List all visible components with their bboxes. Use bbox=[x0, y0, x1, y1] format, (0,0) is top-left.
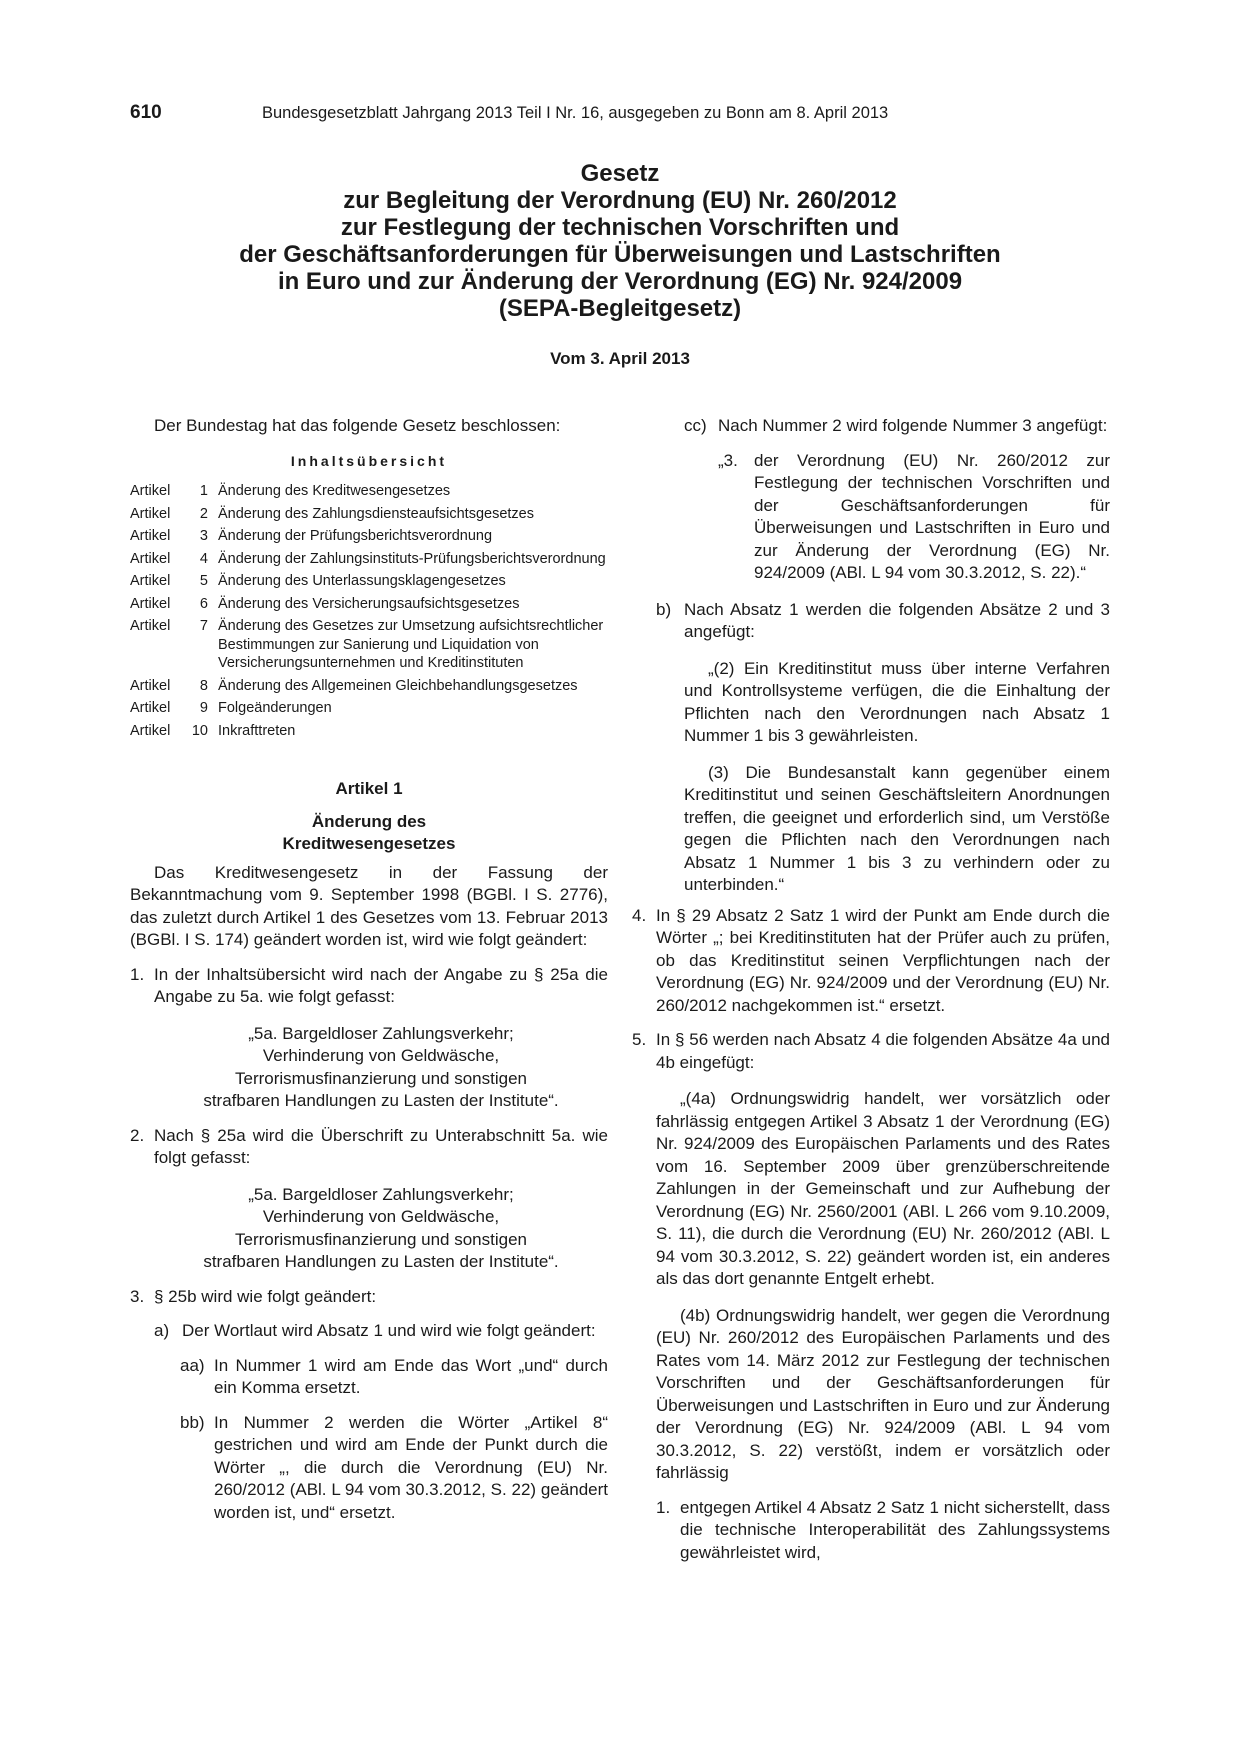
toc-row bbox=[130, 699, 608, 722]
item-text: Der Wortlaut wird Absatz 1 und wird wie folgt geändert: bbox=[182, 1321, 596, 1340]
list-item bbox=[130, 1286, 608, 1309]
list-item bbox=[632, 1029, 1110, 1074]
toc-text: Inkrafttreten bbox=[218, 722, 296, 739]
item-marker: 1. bbox=[656, 1497, 671, 1517]
quoted-text: (4b) Ordnungswidrig handelt, wer gegen die Verordnung (EU) Nr. 260/2012 des Europäischen Parlaments und des Rates vom 14. März 2012 zur Festlegung der technischen Vorschriften und der Geschäftsanforderungen für Überweisungen und Lastschriften in Euro und zur Änderung der Verordnung (EG) Nr. 924/2009 (ABl. L 94 vom 30.3.2012, S. 22) verstößt, indem er vorsätzlich oder fahrlässig bbox=[656, 1305, 1110, 1482]
article-heading: Artikel 1 bbox=[335, 779, 403, 798]
quote-line: Verhinderung von Geldwäsche, bbox=[262, 1046, 500, 1065]
toc-text: Änderung der Zahlungsinstituts-Prüfungsberichtsverordnung bbox=[218, 550, 606, 567]
toc-row bbox=[130, 595, 608, 618]
list-item bbox=[130, 1125, 608, 1170]
list-item bbox=[684, 415, 1110, 438]
list-item bbox=[180, 1355, 608, 1400]
toc-row bbox=[130, 505, 608, 528]
quoted-text: „(2) Ein Kreditinstitut muss über interne Verfahren und Kontrollsysteme verfügen, die die Einhaltung der Pflichten nach den Verordnungen nach Absatz 1 Nummer 1 bis 3 gewährleisten. bbox=[684, 658, 1110, 745]
article-title-line: Änderung des bbox=[311, 811, 427, 831]
quote-line: strafbaren Handlungen zu Lasten der Institute“. bbox=[203, 1252, 559, 1271]
list-item bbox=[632, 905, 1110, 1018]
title-line: in Euro und zur Änderung der Verordnung (EG) Nr. 924/2009 bbox=[277, 268, 963, 295]
right-column bbox=[632, 415, 1110, 1564]
item-text: § 25b wird wie folgt geändert: bbox=[154, 1286, 377, 1306]
item-marker: b) bbox=[656, 599, 672, 619]
quoted-text bbox=[154, 1184, 608, 1274]
quote-text: der Verordnung (EU) Nr. 260/2012 zur Festlegung der technischen Vorschriften und der Geschäftsanforderungen für Überweisungen und Lastschriften in Euro und zur Änderung der Verordnung (EG) Nr. 924/2009 (ABl. L 94 vom 30.3.2012, S. 22).“ bbox=[754, 450, 1110, 582]
toc-number: 7 bbox=[199, 618, 208, 634]
toc-label: Artikel bbox=[130, 700, 171, 716]
item-text: In Nummer 1 wird am Ende das Wort „und“ durch ein Komma ersetzt. bbox=[214, 1355, 608, 1397]
list-item bbox=[130, 964, 608, 1009]
title-line: der Geschäftsanforderungen für Überweisungen und Lastschriften bbox=[239, 241, 1001, 268]
toc-label: Artikel bbox=[130, 483, 171, 499]
article-title bbox=[130, 811, 608, 856]
running-head: Bundesgesetzblatt Jahrgang 2013 Teil I Nr. 16, ausgegeben zu Bonn am 8. April 2013 bbox=[262, 104, 889, 122]
quoted-text bbox=[154, 1023, 608, 1113]
law-date: Vom 3. April 2013 bbox=[550, 349, 690, 368]
item-marker: a) bbox=[154, 1321, 170, 1340]
list-item bbox=[656, 599, 1110, 644]
item-text: In § 29 Absatz 2 Satz 1 wird der Punkt am Ende durch die Wörter „; bei Kreditinstituten hat der Prüfer auch zu prüfen, ob das Kreditinstitut seinen Verpflichtungen nach der Verordnung (EG) Nr. 924/2009 und der Verordnung (EU) Nr. 260/2012 nachgekommen ist.“ ersetzt. bbox=[656, 905, 1110, 1015]
item-text: In Nummer 2 werden die Wörter „Artikel 8“ gestrichen und wird am Ende der Punkt durch die Wörter „, die durch die Verordnung (EU) Nr. 260/2012 (ABl. L 94 vom 30.3.2012, S. 22) geändert worden ist, und“ ersetzt. bbox=[214, 1412, 608, 1522]
toc-row bbox=[130, 550, 608, 573]
toc-label: Artikel bbox=[130, 550, 171, 567]
list-item bbox=[180, 1412, 608, 1525]
toc-text: Änderung des Unterlassungsklagengesetzes bbox=[218, 573, 506, 589]
table-of-contents bbox=[130, 482, 608, 744]
item-marker: bb) bbox=[180, 1412, 205, 1432]
toc-number: 2 bbox=[199, 505, 208, 522]
item-marker: 5. bbox=[632, 1030, 647, 1049]
toc-text: Änderung des Zahlungsdiensteaufsichtsgesetzes bbox=[218, 505, 534, 522]
toc-label: Artikel bbox=[130, 618, 171, 634]
toc-number: 8 bbox=[199, 677, 208, 694]
law-title bbox=[150, 160, 1090, 322]
item-marker: 4. bbox=[632, 905, 647, 925]
toc-row bbox=[130, 527, 608, 550]
quote-line: strafbaren Handlungen zu Lasten der Institute“. bbox=[203, 1091, 559, 1110]
toc-row bbox=[130, 617, 608, 677]
list-item bbox=[656, 1497, 1110, 1565]
toc-heading: Inhaltsübersicht bbox=[290, 452, 448, 469]
quoted-text: „(4a) Ordnungswidrig handelt, wer vorsätzlich oder fahrlässig entgegen Artikel 3 Absatz 1 der Verordnung (EG) Nr. 924/2009 des Europäischen Parlaments und des Rates vom 16. September 2009 über grenzüberschreitende Zahlungen in der Gemeinschaft und zur Aufhebung der Verordnung (EG) Nr. 2560/2001 (ABl. L 266 vom 9.10.2009, S. 11), die durch die Verordnung (EU) Nr. 260/2012 (ABl. L 94 vom 30.3.2012, S. 22) geändert worden ist, ein anderes als das dort genannte Entgelt erhebt. bbox=[656, 1089, 1110, 1288]
left-column bbox=[130, 415, 608, 1524]
toc-number: 3 bbox=[199, 528, 208, 544]
item-text: Nach Nummer 2 wird folgende Nummer 3 angefügt: bbox=[718, 416, 1108, 435]
toc-number: 5 bbox=[199, 573, 208, 589]
toc-label: Artikel bbox=[130, 528, 171, 544]
item-marker: 1. bbox=[130, 964, 145, 984]
list-item bbox=[154, 1320, 608, 1343]
quote-line: Terrorismusfinanzierung und sonstigen bbox=[235, 1229, 527, 1249]
item-text: In § 56 werden nach Absatz 4 die folgenden Absätze 4a und 4b eingefügt: bbox=[656, 1030, 1110, 1072]
enactment-clause: Der Bundestag hat das folgende Gesetz beschlossen: bbox=[154, 416, 561, 435]
toc-number: 6 bbox=[199, 595, 208, 612]
item-text: entgegen Artikel 4 Absatz 2 Satz 1 nicht sicherstellt, dass die technische Interoperabilität des Zahlungssystems gewährleistet wird, bbox=[680, 1497, 1110, 1562]
item-marker: aa) bbox=[180, 1355, 205, 1375]
quote-line: Terrorismusfinanzierung und sonstigen bbox=[235, 1068, 527, 1088]
toc-label: Artikel bbox=[130, 722, 171, 739]
quoted-text bbox=[718, 450, 1110, 585]
toc-row bbox=[130, 722, 608, 745]
toc-text: Änderung des Allgemeinen Gleichbehandlungsgesetzes bbox=[218, 677, 578, 694]
article-title-line: Kreditwesengesetzes bbox=[282, 834, 456, 853]
toc-row bbox=[130, 482, 608, 505]
page-number: 610 bbox=[130, 102, 162, 123]
item-text: Nach § 25a wird die Überschrift zu Unterabschnitt 5a. wie folgt gefasst: bbox=[154, 1125, 608, 1167]
quote-line: Verhinderung von Geldwäsche, bbox=[262, 1207, 500, 1226]
quoted-text: (3) Die Bundesanstalt kann gegenüber einem Kreditinstitut und seinen Geschäftsleitern Anordnungen treffen, die geeignet und erforderlich sind, um Verstöße gegen die Pflichten nach den Verordnungen nach Absatz 1 Nummer 1 bis 3 zu verhindern oder zu unterbinden.“ bbox=[684, 762, 1110, 894]
title-line: (SEPA-Begleitgesetz) bbox=[498, 295, 742, 322]
toc-label: Artikel bbox=[130, 595, 171, 612]
article-intro: Das Kreditwesengesetz in der Fassung der Bekanntmachung vom 9. September 1998 (BGBl. I S. 2776), das zuletzt durch Artikel 1 des Gesetzes vom 13. Februar 2013 (BGBl. I S. 174) geändert worden ist, wird wie folgt geändert: bbox=[130, 862, 608, 949]
toc-number: 9 bbox=[199, 700, 208, 716]
item-marker: cc) bbox=[684, 416, 707, 435]
toc-text: Änderung des Kreditwesengesetzes bbox=[218, 483, 451, 499]
toc-text: Folgeänderungen bbox=[218, 700, 332, 716]
toc-number: 10 bbox=[191, 722, 208, 739]
item-marker: 3. bbox=[130, 1286, 145, 1306]
title-line: Gesetz bbox=[580, 160, 660, 187]
toc-number: 1 bbox=[199, 483, 208, 499]
toc-row bbox=[130, 677, 608, 700]
toc-text: Änderung des Gesetzes zur Umsetzung aufsichtsrechtlicher Bestimmungen zur Sanierung und Liquidation von Versicherungsunternehmen und Kreditinstituten bbox=[218, 618, 604, 671]
toc-label: Artikel bbox=[130, 505, 171, 522]
quote-line: „5a. Bargeldloser Zahlungsverkehr; bbox=[248, 1184, 514, 1204]
item-text: Nach Absatz 1 werden die folgenden Absätze 2 und 3 angefügt: bbox=[684, 599, 1110, 641]
item-marker: 2. bbox=[130, 1125, 145, 1145]
toc-number: 4 bbox=[199, 550, 208, 567]
title-line: zur Begleitung der Verordnung (EU) Nr. 260/2012 bbox=[343, 187, 897, 214]
toc-text: Änderung des Versicherungsaufsichtsgesetzes bbox=[218, 595, 520, 612]
toc-text: Änderung der Prüfungsberichtsverordnung bbox=[218, 528, 493, 544]
quote-line: „5a. Bargeldloser Zahlungsverkehr; bbox=[248, 1023, 514, 1043]
item-text: In der Inhaltsübersicht wird nach der Angabe zu § 25a die Angabe zu 5a. wie folgt gefasst: bbox=[154, 964, 608, 1006]
toc-label: Artikel bbox=[130, 573, 171, 589]
toc-row bbox=[130, 572, 608, 595]
title-line: zur Festlegung der technischen Vorschriften und bbox=[340, 214, 900, 241]
toc-label: Artikel bbox=[130, 677, 171, 694]
quote-marker: „3. bbox=[718, 450, 738, 470]
